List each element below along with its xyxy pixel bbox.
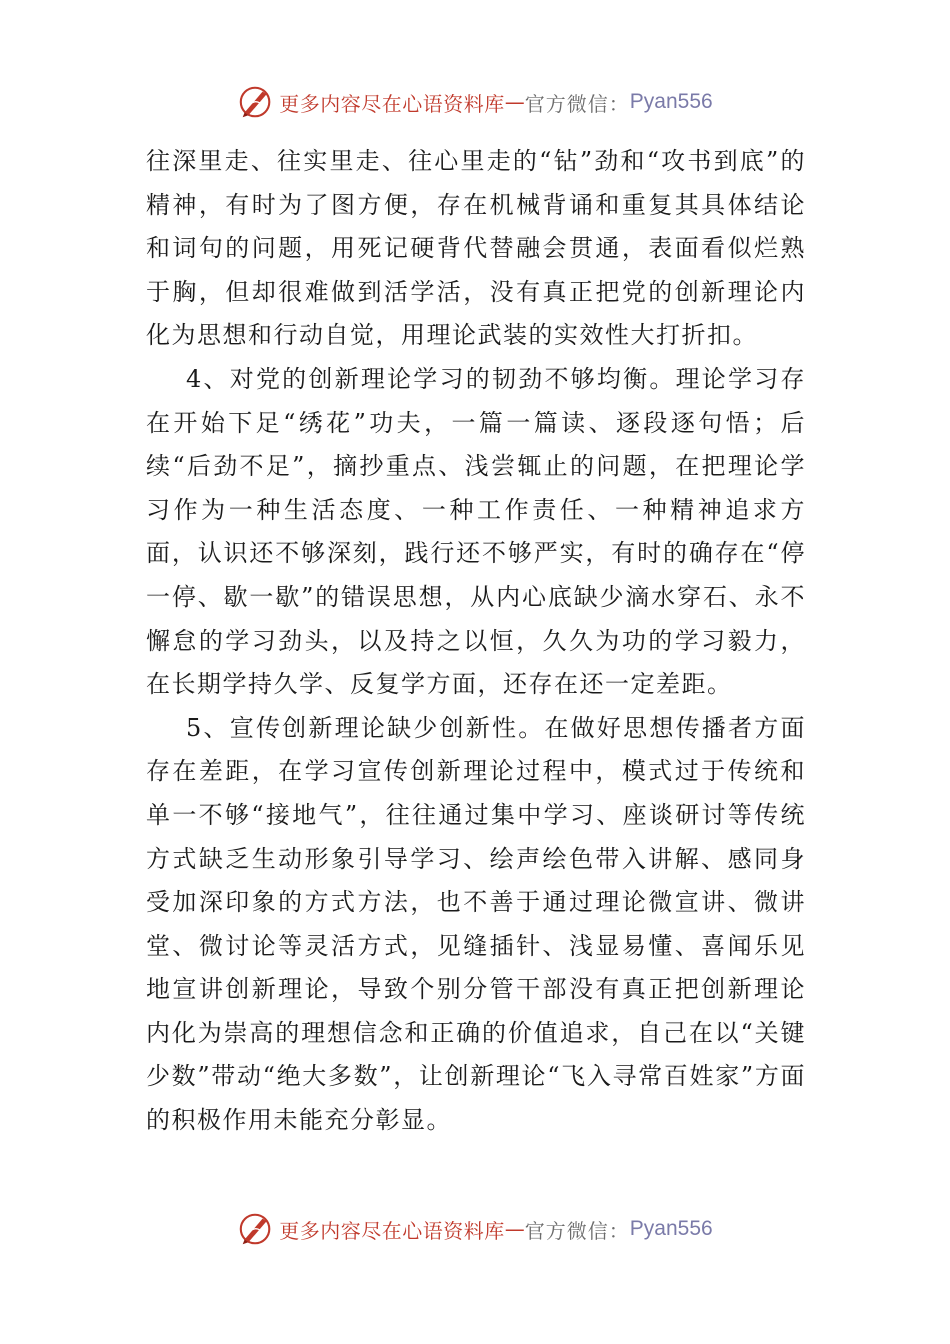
- paragraph-item-5: 5、宣传创新理论缺少创新性。在做好思想传播者方面存在差距，在学习宣传创新理论过程中，模式过于传统和单一不够“接地气”，往往通过集中学习、座谈研讨等传统方式缺乏生动形象引导学习、绘声绘色带入讲解、感同身受加深印象的方式方法，也不善于通过理论微宣讲、微讲堂、微讨论等灵活方式，见缝插针、浅显易懂、喜闻乐见地宣讲创新理论，导致个别分管干部没有真正把创新理论内化为崇高的理想信念和正确的价值追求，自己在以“关键少数”带动“绝大多数”，让创新理论“飞入寻常百姓家”方面的积极作用未能充分彰显。: [146, 713, 806, 1135]
- banner-wechat-id: Pyan556: [629, 90, 713, 113]
- header-banner: [0, 80, 950, 124]
- banner-title: 更多内容尽在心语资料库: [279, 91, 505, 116]
- banner-title: 更多内容尽在心语资料库: [279, 1218, 505, 1243]
- banner-wechat-label: 官方微信：: [524, 1218, 630, 1243]
- banner-separator: —: [504, 90, 525, 114]
- pen-logo-icon: [237, 1210, 275, 1248]
- paragraph-item-4: 4、对党的创新理论学习的韧劲不够均衡。理论学习存在开始下足“绣花”功夫，一篇一篇读、逐段逐句悟；后续“后劲不足”，摘抄重点、浅尝辄止的问题，在把理论学习作为一种生活态度、一种工作责任、一种精神追求方面，认识还不够深刻，践行还不够严实，有时的确存在“停一停、歇一歇”的错误思想，从内心底缺少滴水穿石、永不懈怠的学习劲头，以及持之以恒，久久为功的学习毅力，在长期学持久学、反复学方面，还存在还一定差距。: [146, 364, 806, 699]
- banner-wechat-label: 官方微信：: [524, 91, 630, 116]
- paragraph-continuation: 往深里走、往实里走、往心里走的“钻”劲和“攻书到底”的精神，有时为了图方便，存在机械背诵和重复其具体结论和词句的问题，用死记硬背代替融会贯通，表面看似烂熟于胸，但却很难做到活学活，没有真正把党的创新理论内化为思想和行动自觉，用理论武装的实效性大打折扣。: [146, 147, 806, 350]
- banner-separator: —: [504, 1217, 525, 1241]
- document-body: [146, 140, 806, 1143]
- pen-logo-icon: [237, 83, 275, 121]
- banner-wechat-id: Pyan556: [629, 1217, 713, 1240]
- footer-banner: [0, 1207, 950, 1251]
